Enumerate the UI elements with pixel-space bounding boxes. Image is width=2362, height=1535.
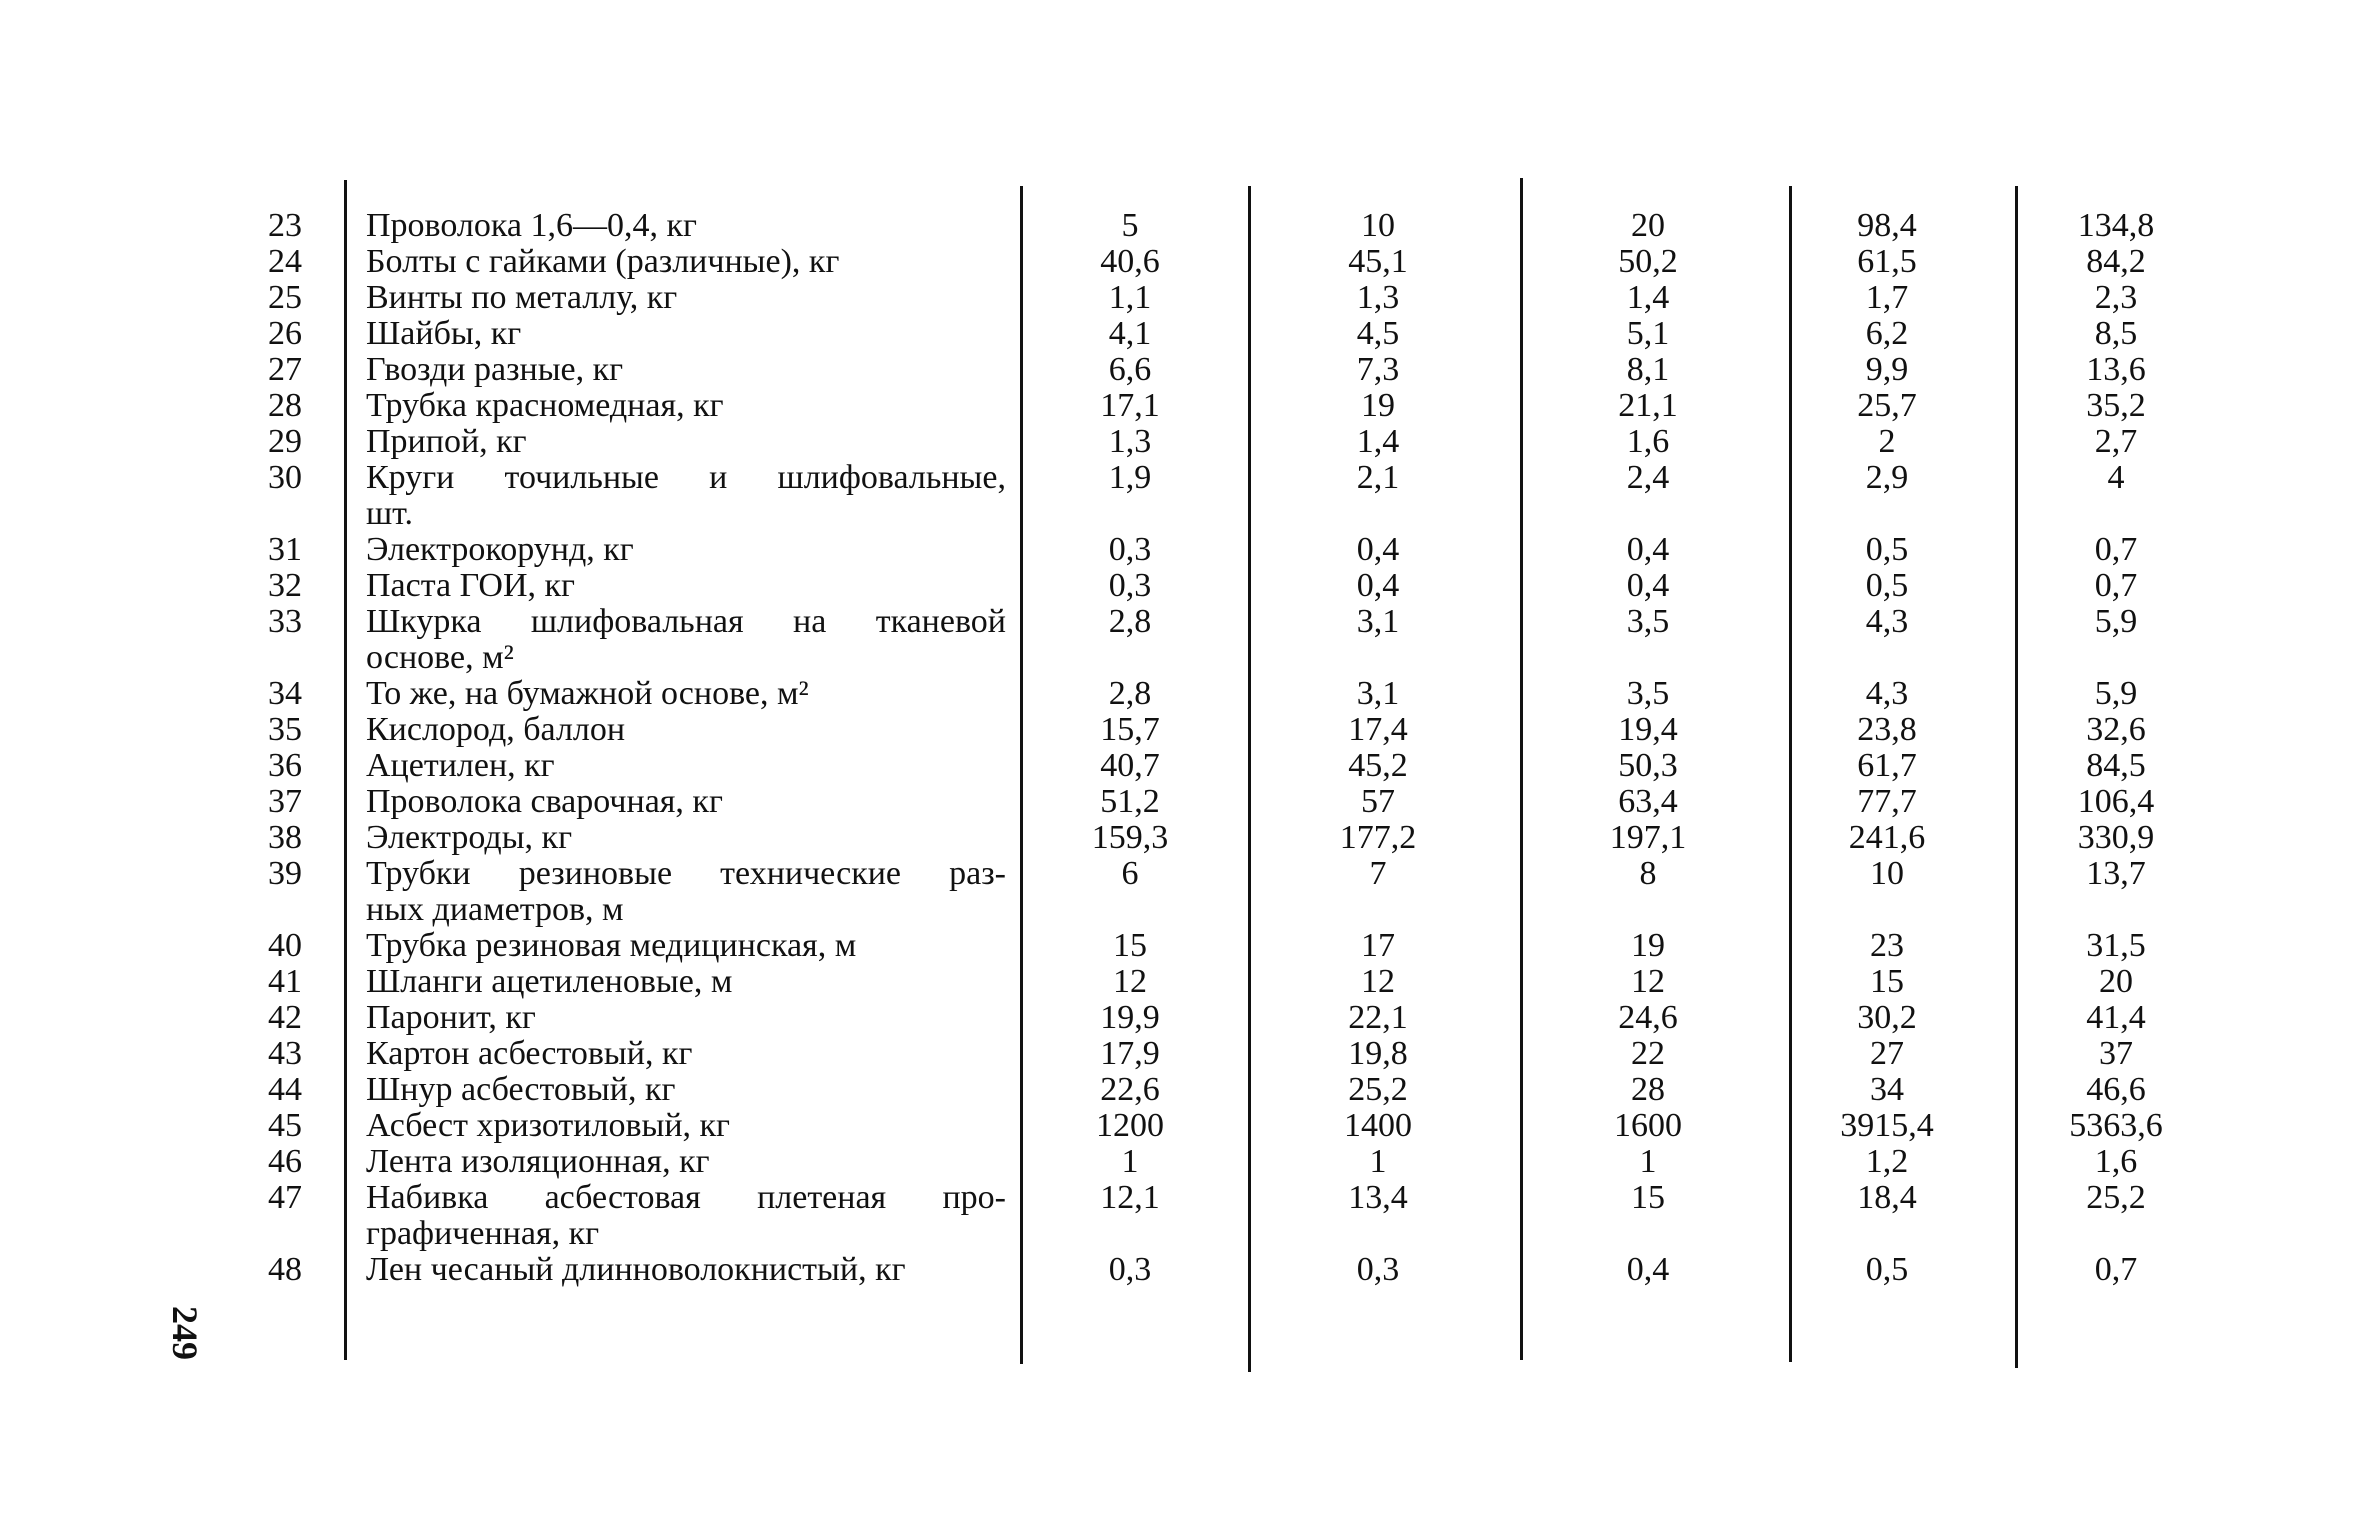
value-col-4: 4,3 <box>1865 675 1909 712</box>
item-name <box>366 1180 1006 1252</box>
value-col-5: 330,9 <box>2077 819 2155 856</box>
value-col-1: 159,3 <box>1091 819 1169 856</box>
row-number: 29 <box>268 423 302 460</box>
value-col-3: 1600 <box>1614 1107 1682 1144</box>
value-col-4: 0,5 <box>1865 1251 1909 1288</box>
value-col-2: 1,4 <box>1356 423 1400 460</box>
item-name-line-1: Болты с гайками (различные), кг <box>366 243 840 280</box>
item-name <box>366 352 1006 388</box>
table-row <box>0 603 2362 676</box>
item-name-line-2: графиченная, кг <box>366 1215 600 1252</box>
value-col-4: 4,3 <box>1865 603 1909 640</box>
value-col-5: 35,2 <box>2086 387 2146 424</box>
value-col-5: 32,6 <box>2086 711 2146 748</box>
item-name <box>366 748 1006 784</box>
value-col-1: 5 <box>1121 207 1139 244</box>
row-number: 31 <box>268 531 302 568</box>
item-name-line-1: Картон асбестовый, кг <box>366 1035 693 1072</box>
item-name <box>366 1072 1006 1108</box>
row-number: 34 <box>268 675 302 712</box>
value-col-2: 4,5 <box>1356 315 1400 352</box>
table-row <box>0 208 2362 244</box>
value-col-5: 20 <box>2099 963 2133 1000</box>
row-number: 32 <box>268 567 302 604</box>
value-col-5: 13,7 <box>2086 855 2146 892</box>
value-col-4: 23,8 <box>1857 711 1917 748</box>
item-name <box>366 604 1006 676</box>
table-row <box>0 1036 2362 1072</box>
value-col-4: 0,5 <box>1865 531 1909 568</box>
table-row <box>0 855 2362 928</box>
item-name-line-1: Шланги ацетиленовые, м <box>366 963 733 1000</box>
value-col-4: 241,6 <box>1848 819 1926 856</box>
value-col-5: 0,7 <box>2094 1251 2138 1288</box>
value-col-3: 0,4 <box>1626 1251 1670 1288</box>
value-col-3: 50,2 <box>1618 243 1678 280</box>
item-name <box>366 424 1006 460</box>
row-number: 35 <box>268 711 302 748</box>
value-col-1: 6 <box>1121 855 1139 892</box>
item-name <box>366 388 1006 424</box>
item-name-line-1: Электрокорунд, кг <box>366 531 634 568</box>
item-name-line-1: Проволока 1,6—0,4, кг <box>366 207 697 244</box>
value-col-5: 41,4 <box>2086 999 2146 1036</box>
value-col-4: 10 <box>1870 855 1904 892</box>
row-number: 44 <box>268 1071 302 1108</box>
value-col-1: 17,9 <box>1100 1035 1160 1072</box>
value-col-4: 61,5 <box>1857 243 1917 280</box>
value-col-5: 46,6 <box>2086 1071 2146 1108</box>
value-col-4: 18,4 <box>1857 1179 1917 1216</box>
value-col-1: 4,1 <box>1108 315 1152 352</box>
value-col-4: 77,7 <box>1857 783 1917 820</box>
value-col-2: 3,1 <box>1356 675 1400 712</box>
item-name-line-1: Трубка красномедная, кг <box>366 387 724 424</box>
value-col-5: 8,5 <box>2094 315 2138 352</box>
value-col-4: 61,7 <box>1857 747 1917 784</box>
row-number: 25 <box>268 279 302 316</box>
value-col-3: 0,4 <box>1626 567 1670 604</box>
value-col-2: 45,1 <box>1348 243 1408 280</box>
value-col-5: 2,3 <box>2094 279 2138 316</box>
value-col-3: 1 <box>1639 1143 1657 1180</box>
row-number: 46 <box>268 1143 302 1180</box>
value-col-1: 6,6 <box>1108 351 1152 388</box>
value-col-3: 19 <box>1631 927 1665 964</box>
value-col-1: 40,7 <box>1100 747 1160 784</box>
item-name-line-1: Винты по металлу, кг <box>366 279 678 316</box>
value-col-5: 0,7 <box>2094 531 2138 568</box>
value-col-1: 1,9 <box>1108 459 1152 496</box>
value-col-5: 0,7 <box>2094 567 2138 604</box>
item-name <box>366 1252 1006 1288</box>
item-name <box>366 856 1006 928</box>
value-col-1: 17,1 <box>1100 387 1160 424</box>
row-number: 37 <box>268 783 302 820</box>
value-col-1: 2,8 <box>1108 603 1152 640</box>
value-col-2: 1 <box>1369 1143 1387 1180</box>
value-col-1: 1 <box>1121 1143 1139 1180</box>
value-col-3: 5,1 <box>1626 315 1670 352</box>
row-number: 26 <box>268 315 302 352</box>
value-col-2: 57 <box>1361 783 1395 820</box>
table-row <box>0 1000 2362 1036</box>
item-name <box>366 280 1006 316</box>
row-number: 43 <box>268 1035 302 1072</box>
item-name <box>366 928 1006 964</box>
item-name-line-1: Лен чесаный длинноволокнистый, кг <box>366 1251 906 1288</box>
row-number: 47 <box>268 1179 302 1216</box>
table-row <box>0 928 2362 964</box>
item-name <box>366 1000 1006 1036</box>
value-col-3: 28 <box>1631 1071 1665 1108</box>
value-col-3: 15 <box>1631 1179 1665 1216</box>
item-name <box>366 208 1006 244</box>
table-row <box>0 712 2362 748</box>
value-col-5: 25,2 <box>2086 1179 2146 1216</box>
value-col-2: 0,4 <box>1356 567 1400 604</box>
value-col-5: 1,6 <box>2094 1143 2138 1180</box>
row-number: 23 <box>268 207 302 244</box>
value-col-2: 10 <box>1361 207 1395 244</box>
item-name <box>366 1144 1006 1180</box>
item-name-line-1: Лента изоляционная, кг <box>366 1143 710 1180</box>
item-name-line-1: Круги точильные и шлифовальные, <box>366 459 1006 496</box>
row-number: 30 <box>268 459 302 496</box>
value-col-2: 12 <box>1361 963 1395 1000</box>
value-col-5: 4 <box>2107 459 2125 496</box>
value-col-3: 19,4 <box>1618 711 1678 748</box>
row-number: 42 <box>268 999 302 1036</box>
row-number: 36 <box>268 747 302 784</box>
value-col-5: 134,8 <box>2077 207 2155 244</box>
table-row <box>0 1252 2362 1288</box>
value-col-1: 12,1 <box>1100 1179 1160 1216</box>
row-number: 48 <box>268 1251 302 1288</box>
value-col-4: 25,7 <box>1857 387 1917 424</box>
table-row <box>0 1144 2362 1180</box>
value-col-1: 0,3 <box>1108 567 1152 604</box>
value-col-3: 8,1 <box>1626 351 1670 388</box>
value-col-4: 15 <box>1870 963 1904 1000</box>
item-name-line-1: Паста ГОИ, кг <box>366 567 575 604</box>
item-name-line-1: Трубка резиновая медицинская, м <box>366 927 857 964</box>
value-col-3: 21,1 <box>1618 387 1678 424</box>
item-name <box>366 820 1006 856</box>
value-col-3: 12 <box>1631 963 1665 1000</box>
value-col-4: 2,9 <box>1865 459 1909 496</box>
table-row <box>0 424 2362 460</box>
item-name-line-1: Припой, кг <box>366 423 527 460</box>
value-col-3: 20 <box>1631 207 1665 244</box>
value-col-1: 40,6 <box>1100 243 1160 280</box>
value-col-4: 6,2 <box>1865 315 1909 352</box>
value-col-1: 15,7 <box>1100 711 1160 748</box>
table-row <box>0 784 2362 820</box>
table-row <box>0 352 2362 388</box>
table-row <box>0 532 2362 568</box>
item-name-line-1: Кислород, баллон <box>366 711 626 748</box>
value-col-1: 15 <box>1113 927 1147 964</box>
item-name-line-2: шт. <box>366 495 413 532</box>
table-row <box>0 1179 2362 1252</box>
item-name <box>366 316 1006 352</box>
item-name-line-1: Набивка асбестовая плетеная про- <box>366 1179 1006 1216</box>
table-row <box>0 1072 2362 1108</box>
value-col-2: 177,2 <box>1339 819 1417 856</box>
value-col-5: 2,7 <box>2094 423 2138 460</box>
value-col-5: 84,5 <box>2086 747 2146 784</box>
value-col-4: 98,4 <box>1857 207 1917 244</box>
row-number: 38 <box>268 819 302 856</box>
value-col-3: 197,1 <box>1609 819 1687 856</box>
value-col-5: 5363,6 <box>2069 1107 2163 1144</box>
value-col-3: 1,4 <box>1626 279 1670 316</box>
item-name-line-1: Электроды, кг <box>366 819 573 856</box>
item-name <box>366 244 1006 280</box>
item-name-line-1: Ацетилен, кг <box>366 747 555 784</box>
table-row <box>0 676 2362 712</box>
value-col-2: 17 <box>1361 927 1395 964</box>
value-col-1: 22,6 <box>1100 1071 1160 1108</box>
row-number: 33 <box>268 603 302 640</box>
value-col-4: 34 <box>1870 1071 1904 1108</box>
value-col-2: 1400 <box>1344 1107 1412 1144</box>
row-number: 40 <box>268 927 302 964</box>
value-col-1: 0,3 <box>1108 1251 1152 1288</box>
value-col-5: 37 <box>2099 1035 2133 1072</box>
row-number: 41 <box>268 963 302 1000</box>
value-col-4: 3915,4 <box>1840 1107 1934 1144</box>
table-row <box>0 459 2362 532</box>
item-name-line-1: Трубки резиновые технические раз- <box>366 855 1006 892</box>
value-col-3: 24,6 <box>1618 999 1678 1036</box>
item-name-line-2: основе, м² <box>366 639 514 676</box>
value-col-1: 1,3 <box>1108 423 1152 460</box>
value-col-2: 19,8 <box>1348 1035 1408 1072</box>
table-row <box>0 1108 2362 1144</box>
item-name-line-1: Проволока сварочная, кг <box>366 783 723 820</box>
value-col-1: 12 <box>1113 963 1147 1000</box>
value-col-4: 1,7 <box>1865 279 1909 316</box>
item-name <box>366 784 1006 820</box>
value-col-1: 2,8 <box>1108 675 1152 712</box>
value-col-5: 106,4 <box>2077 783 2155 820</box>
value-col-2: 25,2 <box>1348 1071 1408 1108</box>
item-name-line-1: Шайбы, кг <box>366 315 522 352</box>
value-col-3: 50,3 <box>1618 747 1678 784</box>
value-col-3: 63,4 <box>1618 783 1678 820</box>
value-col-2: 7 <box>1369 855 1387 892</box>
item-name-line-1: Асбест хризотиловый, кг <box>366 1107 731 1144</box>
item-name <box>366 964 1006 1000</box>
value-col-4: 0,5 <box>1865 567 1909 604</box>
value-col-2: 19 <box>1361 387 1395 424</box>
item-name-line-1: Гвозди разные, кг <box>366 351 624 388</box>
value-col-5: 84,2 <box>2086 243 2146 280</box>
row-number: 39 <box>268 855 302 892</box>
table-row <box>0 244 2362 280</box>
item-name-line-1: Шнур асбестовый, кг <box>366 1071 676 1108</box>
value-col-3: 3,5 <box>1626 675 1670 712</box>
value-col-1: 1200 <box>1096 1107 1164 1144</box>
row-number: 28 <box>268 387 302 424</box>
row-number: 24 <box>268 243 302 280</box>
value-col-3: 1,6 <box>1626 423 1670 460</box>
value-col-3: 3,5 <box>1626 603 1670 640</box>
item-name <box>366 568 1006 604</box>
value-col-4: 2 <box>1878 423 1896 460</box>
table-row <box>0 748 2362 784</box>
row-number: 27 <box>268 351 302 388</box>
value-col-2: 3,1 <box>1356 603 1400 640</box>
item-name <box>366 1036 1006 1072</box>
table-row <box>0 964 2362 1000</box>
item-name <box>366 532 1006 568</box>
item-name <box>366 712 1006 748</box>
value-col-2: 0,4 <box>1356 531 1400 568</box>
value-col-1: 1,1 <box>1108 279 1152 316</box>
value-col-2: 7,3 <box>1356 351 1400 388</box>
value-col-3: 2,4 <box>1626 459 1670 496</box>
table-row <box>0 388 2362 424</box>
row-number: 45 <box>268 1107 302 1144</box>
value-col-2: 1,3 <box>1356 279 1400 316</box>
item-name-line-2: ных диаметров, м <box>366 891 624 928</box>
value-col-5: 5,9 <box>2094 603 2138 640</box>
table-row <box>0 280 2362 316</box>
item-name-line-1: Паронит, кг <box>366 999 536 1036</box>
item-name <box>366 1108 1006 1144</box>
value-col-2: 2,1 <box>1356 459 1400 496</box>
value-col-2: 17,4 <box>1348 711 1408 748</box>
value-col-3: 0,4 <box>1626 531 1670 568</box>
value-col-4: 1,2 <box>1865 1143 1909 1180</box>
table-row <box>0 568 2362 604</box>
value-col-2: 45,2 <box>1348 747 1408 784</box>
item-name-line-1: Шкурка шлифовальная на тканевой <box>366 603 1006 640</box>
value-col-2: 13,4 <box>1348 1179 1408 1216</box>
value-col-1: 51,2 <box>1100 783 1160 820</box>
item-name <box>366 676 1006 712</box>
value-col-4: 23 <box>1870 927 1904 964</box>
value-col-4: 9,9 <box>1865 351 1909 388</box>
value-col-1: 19,9 <box>1100 999 1160 1036</box>
item-name-line-1: То же, на бумажной основе, м² <box>366 675 809 712</box>
table-row <box>0 820 2362 856</box>
value-col-2: 0,3 <box>1356 1251 1400 1288</box>
value-col-1: 0,3 <box>1108 531 1152 568</box>
value-col-5: 13,6 <box>2086 351 2146 388</box>
value-col-4: 30,2 <box>1857 999 1917 1036</box>
table-row <box>0 316 2362 352</box>
value-col-4: 27 <box>1870 1035 1904 1072</box>
value-col-5: 31,5 <box>2086 927 2146 964</box>
value-col-3: 8 <box>1639 855 1657 892</box>
value-col-3: 22 <box>1631 1035 1665 1072</box>
item-name <box>366 460 1006 532</box>
value-col-2: 22,1 <box>1348 999 1408 1036</box>
value-col-5: 5,9 <box>2094 675 2138 712</box>
page-number: 249 <box>165 1306 205 1360</box>
